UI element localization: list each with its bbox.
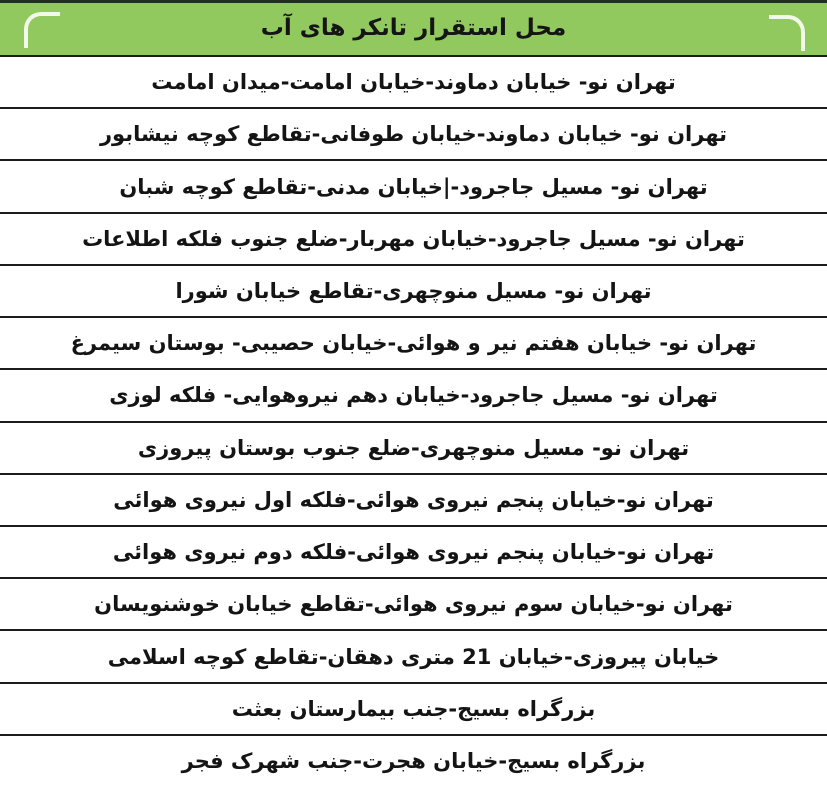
row-text: تهران نو- خیابان دماوند-خیابان طوفانی-تقاطع کوچه نیشابور — [99, 122, 728, 147]
table-row — [0, 629, 827, 681]
row-text: تهران نو-خیابان پنجم نیروی هوائی-فلکه اول نیروی هوائی — [113, 487, 714, 512]
row-text: تهران نو-خیابان پنجم نیروی هوائی-فلکه دوم نیروی هوائی — [112, 540, 715, 565]
table-row — [0, 264, 827, 316]
row-text: تهران نو- خیابان دماوند-خیابان امامت-میدان امامت — [151, 70, 676, 95]
table-row — [0, 577, 827, 629]
table-row — [0, 734, 827, 786]
row-text: تهران نو- مسیل منوچهری-تقاطع خیابان شورا — [175, 278, 652, 303]
row-text: تهران نو- خیابان هفتم نیر و هوائی-خیابان حصیبی- بوستان سیمرغ — [70, 331, 757, 356]
corner-bracket-left-icon — [24, 12, 60, 48]
row-text: بزرگراه بسیج-خیابان هجرت-جنب شهرک فجر — [181, 748, 646, 773]
table-row — [0, 159, 827, 211]
table-row — [0, 421, 827, 473]
table-body — [0, 57, 827, 786]
row-text: تهران نو- مسیل جاجرود-خیابان مهربار-ضلع جنوب فلکه اطلاعات — [82, 226, 745, 251]
table-row — [0, 525, 827, 577]
row-text: تهران نو- مسیل منوچهری-ضلع جنوب بوستان پیروزی — [137, 435, 690, 460]
table-title: محل استقرار تانکر های آب — [260, 15, 567, 41]
row-text: تهران نو- مسیل جاجرود-خیابان دهم نیروهوایی- فلکه لوزی — [109, 383, 718, 408]
row-text: تهران نو- مسیل جاجرود-|خیابان مدنی-تقاطع کوچه شبان — [119, 174, 708, 199]
table-row — [0, 57, 827, 107]
row-text: خیابان پیروزی-خیابان 21 متری دهقان-تقاطع کوچه اسلامی — [107, 644, 720, 669]
table-row — [0, 682, 827, 734]
table-row — [0, 107, 827, 159]
row-text: تهران نو-خیابان سوم نیروی هوائی-تقاطع خیابان خوشنویسان — [94, 592, 733, 617]
table-row — [0, 316, 827, 368]
row-text: بزرگراه بسیج-جنب بیمارستان بعثت — [231, 696, 596, 721]
table-row — [0, 212, 827, 264]
table-row — [0, 473, 827, 525]
corner-bracket-right-icon — [769, 15, 805, 51]
table-row — [0, 368, 827, 420]
table-header — [0, 0, 827, 57]
